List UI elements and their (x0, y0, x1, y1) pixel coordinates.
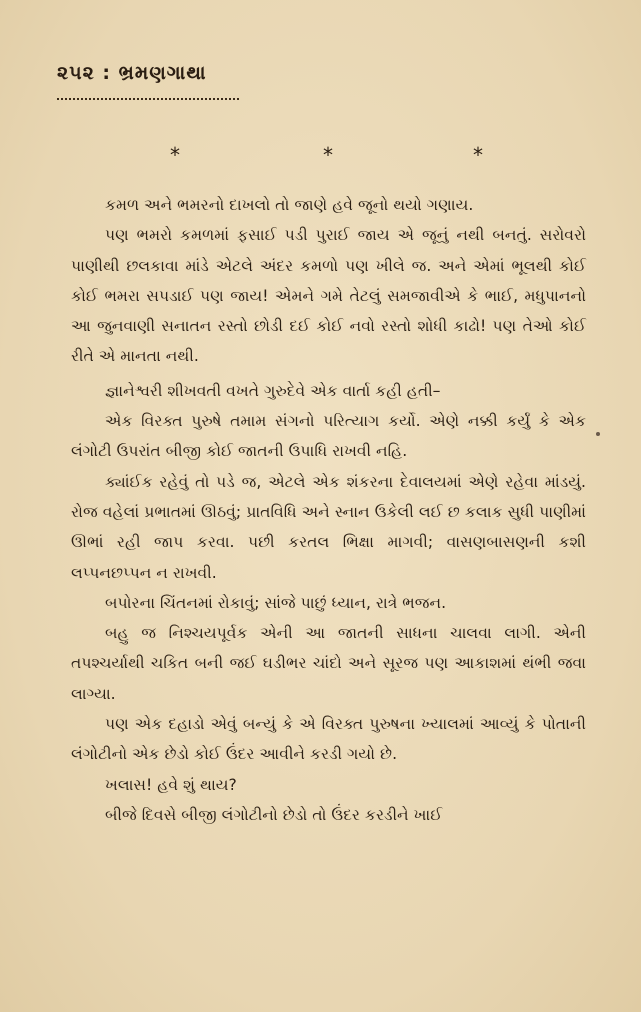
paragraph: ક્યાંઈક રહેવું તો પડે જ, એટલે એક શંકરના દેવાલયમાં એણે રહેવા માંડયું. રોજ વહેલાં પ્રભાતમાં ઊઠવું; પ્રાતવિધિ અને સ્નાન ઉકેલી લઈ છ કલાક સુધી પાણીમાં ઊભાં રહી જાપ કરવા. પછી કરતલ ભિક્ષા માગવી; વાસણબાસણની કશી લપ્પનછપ્પન ન રાખવી. (71, 472, 586, 582)
separator-star: * (170, 143, 180, 167)
paragraph: જ્ઞાનેશ્વરી શીખવતી વખતે ગુરુદેવે એક વાર્તા કહી હતી– (105, 381, 441, 400)
separator-star: * (473, 143, 483, 167)
paragraph: પણ એક દહાડો એવું બન્યું કે એ વિરક્ત પુરુષના ખ્યાલમાં આવ્યું કે પોતાની લંગોટીનો એક છેડો કોઈ ઉંદર આવીને કરડી ગયો છે. (71, 715, 586, 764)
paragraph: બહુ જ નિશ્ચયપૂર્વક એની આ જાતની સાધના ચાલવા લાગી. એની તપશ્ચર્યાથી ચકિત બની જઈ ઘડીભર ચાંદો અને સૂરજ પણ આકાશમાં થંભી જવા લાગ્યા. (71, 624, 586, 703)
header-underline (57, 92, 239, 100)
page-header: ૨૫૨ : ભ્રમણગાથા (57, 62, 207, 84)
paragraph: બપોરના ચિંતનમાં રોકાવું; સાંજે પાછું ધ્યાન, રાત્રે ભજન. (105, 593, 447, 612)
paragraph: પણ ભમરો કમળમાં ફસાઈ પડી પુરાઈ જાય એ જૂનું નથી બનતું. સરોવરો પાણીથી છલકાવા માંડે એટલે અંદર કમળો પણ ખીલે જ. અને એમાં ભૂલથી કોઈ કોઈ ભમરા સપડાઈ પણ જાય! એમને ગમે તેટલું સમજાવીએ કે ભાઈ, મધુપાનનો આ જુનવાણી સનાતન રસ્તો છોડી દઈ કોઈ નવો રસ્તો શોધી કાઢો! પણ તેઓ કોઈ રીતે એ માનતા નથી. (71, 226, 586, 366)
paragraph: બીજે દિવસે બીજી લંગોટીનો છેડો તો ઉંદર કરડીને ખાઈ (105, 805, 443, 824)
paragraph: કમળ અને ભમરનો દાખલો તો જાણે હવે જૂનો થયો ગણાય. (105, 196, 474, 214)
paragraph: એક વિરક્ત પુરુષે તમામ સંગનો પરિત્યાગ કર્યો. એણે નક્કી કર્યું કે એક લંગોટી ઉપરાંત બીજી કોઈ જાતની ઉપાધિ રાખવી નહિ. (71, 412, 586, 461)
body-text (71, 190, 586, 830)
paragraph: ખલાસ! હવે શું થાય? (105, 775, 237, 794)
section-separator (0, 143, 641, 167)
margin-mark (596, 432, 600, 436)
separator-star: * (323, 143, 333, 167)
